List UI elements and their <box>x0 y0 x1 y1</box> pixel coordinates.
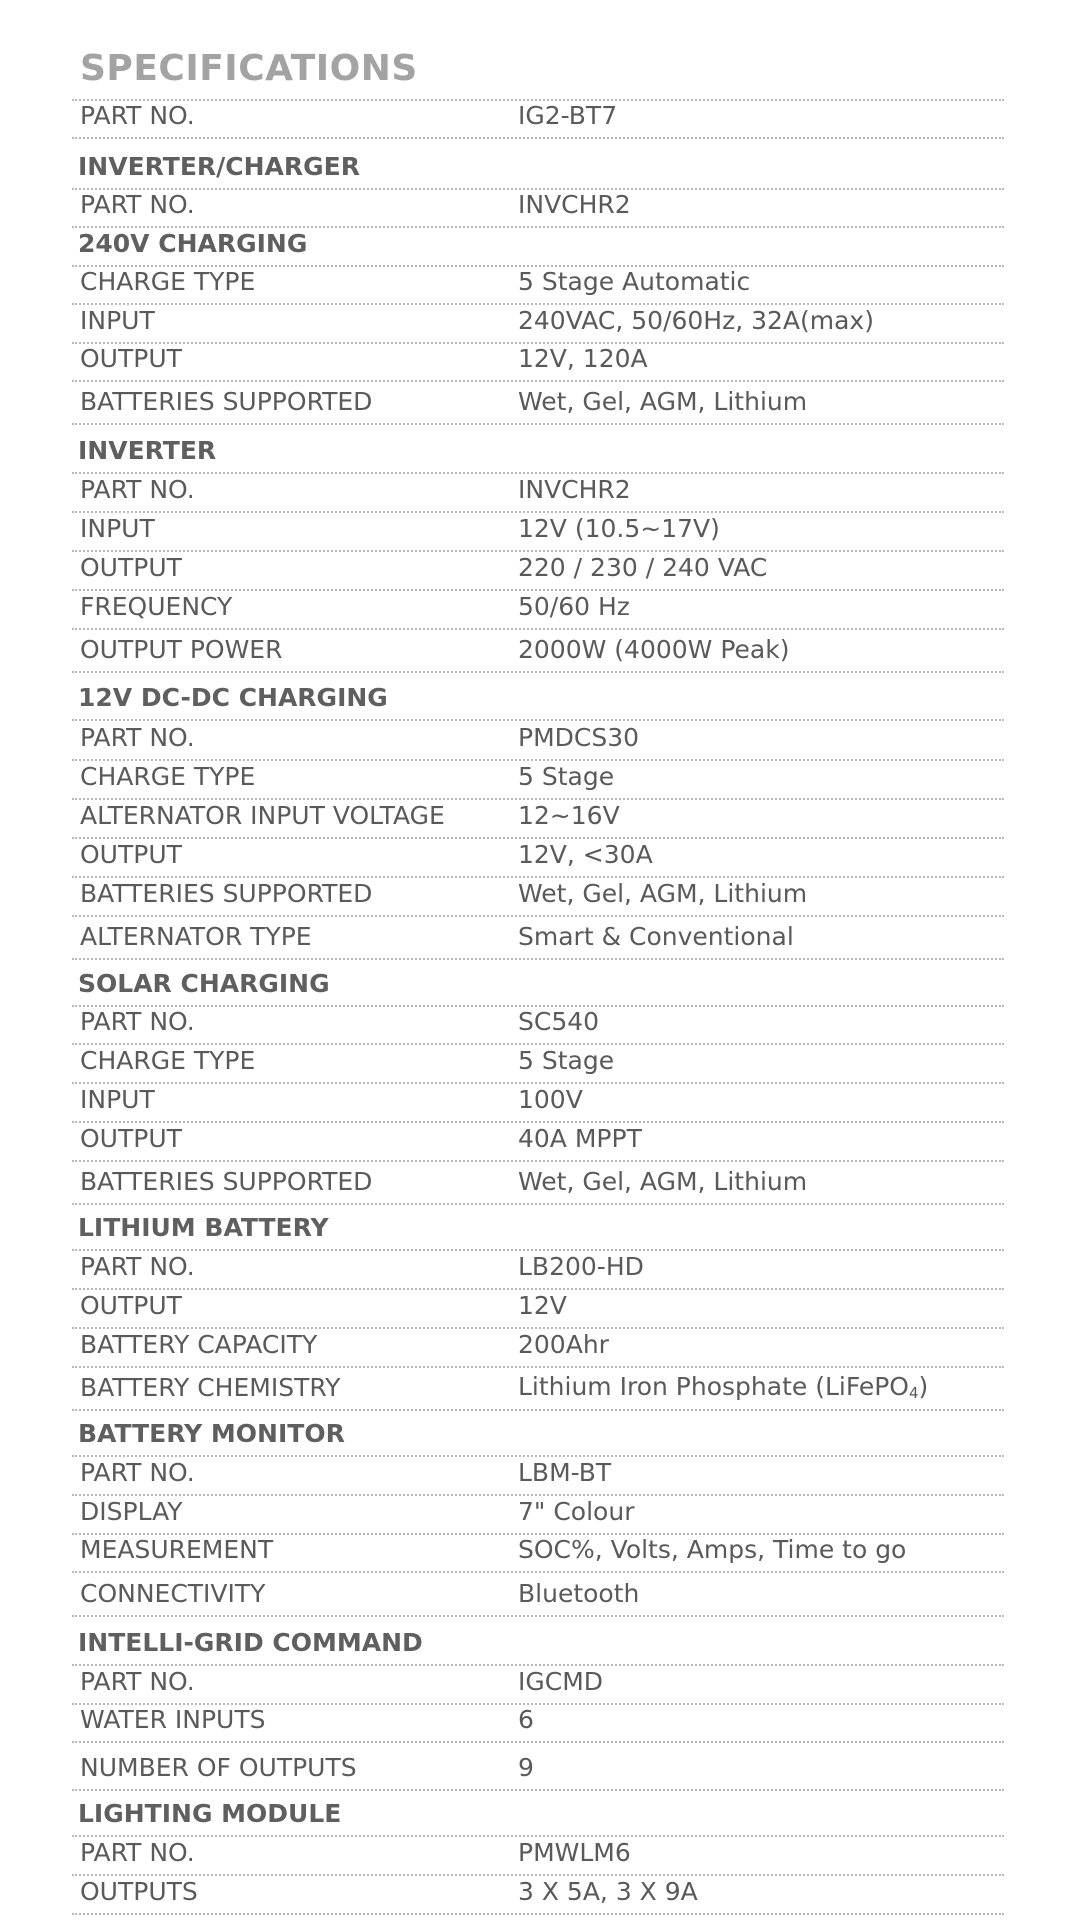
spec-row <box>72 1704 1004 1743</box>
spec-value <box>518 475 631 504</box>
spec-row <box>72 1534 1004 1573</box>
spec-label: ALTERNATOR INPUT VOLTAGE <box>80 801 445 830</box>
section-heading-label: LIGHTING MODULE <box>78 1799 342 1828</box>
spec-row <box>72 1836 1004 1876</box>
spec-value <box>518 1252 644 1281</box>
spec-row <box>72 473 1004 513</box>
spec-value <box>518 801 620 830</box>
spec-label: OUTPUT <box>80 344 182 373</box>
spec-value-text: 12V, <30A <box>518 840 653 869</box>
spec-value <box>518 1877 698 1906</box>
spec-value <box>518 1291 567 1320</box>
spec-value <box>518 1838 631 1867</box>
spec-value <box>518 879 807 908</box>
spec-label: PART NO. <box>80 1007 195 1036</box>
spec-label: PART NO. <box>80 101 195 130</box>
spec-label: INPUT <box>80 514 155 543</box>
spec-label: OUTPUT <box>80 840 182 869</box>
spec-label: OUTPUT <box>80 1291 182 1320</box>
spec-value-text: Lithium Iron Phosphate (LiFePO <box>518 1372 909 1401</box>
spec-value <box>518 1124 642 1153</box>
spec-value-text: 7" Colour <box>518 1497 635 1526</box>
spec-value <box>518 514 720 543</box>
spec-row <box>72 1665 1004 1705</box>
spec-row <box>72 1006 1004 1045</box>
spec-label: BATTERIES SUPPORTED <box>80 387 373 416</box>
section-heading <box>72 959 1004 1007</box>
spec-row <box>72 1367 1004 1411</box>
spec-label: OUTPUT <box>80 1124 182 1153</box>
spec-value-text: 50/60 Hz <box>518 592 630 621</box>
spec-row <box>72 512 1004 552</box>
spec-row <box>72 1161 1004 1205</box>
spec-label: PART NO. <box>80 1838 195 1867</box>
spec-row <box>72 1289 1004 1329</box>
section-heading <box>72 1790 1004 1837</box>
spec-row <box>72 1250 1004 1290</box>
spec-value-text: SC540 <box>518 1007 600 1036</box>
spec-row <box>72 799 1004 839</box>
spec-value <box>518 922 794 951</box>
section-heading <box>72 1616 1004 1666</box>
spec-value <box>518 1330 609 1359</box>
spec-row <box>72 590 1004 630</box>
spec-value-text: SOC%, Volts, Amps, Time to go <box>518 1535 907 1564</box>
spec-row <box>72 551 1004 591</box>
spec-label: PART NO. <box>80 1667 195 1696</box>
spec-value-text: 200Ahr <box>518 1330 609 1359</box>
spec-label: BATTERIES SUPPORTED <box>80 1167 373 1196</box>
spec-label: BATTERIES SUPPORTED <box>80 879 373 908</box>
spec-label: INPUT <box>80 1085 155 1114</box>
spec-label: INPUT <box>80 306 155 335</box>
spec-row <box>72 1456 1004 1496</box>
section-heading-label: 12V DC-DC CHARGING <box>78 683 388 712</box>
spec-row <box>72 1083 1004 1123</box>
spec-value <box>518 1372 928 1402</box>
spec-label: PART NO. <box>80 1458 195 1487</box>
section-heading-label: SOLAR CHARGING <box>78 969 330 998</box>
spec-value <box>518 1579 639 1608</box>
spec-value <box>518 592 630 621</box>
spec-label: MEASUREMENT <box>80 1535 274 1564</box>
section-heading-label: INVERTER <box>78 436 217 465</box>
spec-value <box>518 635 789 664</box>
spec-label: BATTERY CHEMISTRY <box>80 1373 341 1402</box>
spec-value-text: Bluetooth <box>518 1579 640 1608</box>
spec-value <box>518 306 874 335</box>
spec-value-text: 6 <box>518 1705 534 1734</box>
spec-row <box>72 838 1004 878</box>
spec-value <box>518 101 617 130</box>
spec-value-text: 2000W (4000W Peak) <box>518 635 790 664</box>
spec-value <box>518 190 631 219</box>
spec-row <box>72 760 1004 800</box>
spec-value <box>518 387 807 416</box>
section-heading-label: BATTERY MONITOR <box>78 1419 345 1448</box>
spec-value-suffix: ) <box>918 1372 929 1401</box>
section-heading-label: INVERTER/CHARGER <box>78 152 361 181</box>
section-heading <box>72 138 1004 190</box>
section-heading <box>72 1204 1004 1251</box>
spec-label: PART NO. <box>80 190 195 219</box>
spec-row <box>72 1875 1004 1915</box>
section-heading <box>72 227 1004 267</box>
spec-label: PART NO. <box>80 475 195 504</box>
spec-row <box>72 1328 1004 1368</box>
spec-value-text: 12V <box>518 1291 567 1320</box>
spec-value-text: LBM-BT <box>518 1458 612 1487</box>
section-heading <box>72 672 1004 721</box>
spec-value-text: 100V <box>518 1085 583 1114</box>
spec-value <box>518 1535 906 1564</box>
spec-value-text: Wet, Gel, AGM, Lithium <box>518 879 808 908</box>
section-heading <box>72 1410 1004 1457</box>
spec-row <box>72 189 1004 228</box>
spec-value <box>518 344 648 373</box>
spec-row <box>72 304 1004 344</box>
spec-row <box>72 1742 1004 1791</box>
spec-value <box>518 1497 634 1526</box>
spec-value-text: 240VAC, 50/60Hz, 32A(max) <box>518 306 874 335</box>
spec-value-text: INVCHR2 <box>518 475 631 504</box>
spec-value <box>518 1007 599 1036</box>
spec-row <box>72 720 1004 761</box>
spec-value <box>518 1046 614 1075</box>
spec-value-text: INVCHR2 <box>518 190 631 219</box>
spec-value-text: 12V (10.5~17V) <box>518 514 720 543</box>
spec-value-text: PMDCS30 <box>518 723 640 752</box>
spec-value-text: 5 Stage Automatic <box>518 267 751 296</box>
spec-value <box>518 1753 534 1782</box>
spec-row <box>72 1122 1004 1162</box>
page-title: SPECIFICATIONS <box>80 48 418 89</box>
spec-value <box>518 1705 534 1734</box>
section-heading-label: LITHIUM BATTERY <box>78 1213 329 1242</box>
spec-value-text: 5 Stage <box>518 1046 615 1075</box>
spec-value-text: 40A MPPT <box>518 1124 642 1153</box>
section-heading-label: 240V CHARGING <box>78 229 308 258</box>
spec-label: CHARGE TYPE <box>80 762 256 791</box>
spec-value-text: Wet, Gel, AGM, Lithium <box>518 1167 808 1196</box>
spec-row <box>72 381 1004 425</box>
spec-value-text: 9 <box>518 1753 534 1782</box>
spec-value <box>518 723 639 752</box>
spec-label: OUTPUT <box>80 553 182 582</box>
spec-value-text: 5 Stage <box>518 762 615 791</box>
spec-row <box>72 877 1004 917</box>
spec-row <box>72 266 1004 305</box>
spec-label: CHARGE TYPE <box>80 267 256 296</box>
spec-value-subscript: 4 <box>908 1384 919 1402</box>
spec-value <box>518 1458 611 1487</box>
spec-label: BATTERY CAPACITY <box>80 1330 318 1359</box>
spec-row <box>72 343 1004 382</box>
spec-label: OUTPUT POWER <box>80 635 283 664</box>
spec-value-text: 220 / 230 / 240 VAC <box>518 553 768 582</box>
spec-value-text: 12V, 120A <box>518 344 648 373</box>
spec-value <box>518 1085 583 1114</box>
spec-label: ALTERNATOR TYPE <box>80 922 312 951</box>
spec-value-text: 12~16V <box>518 801 620 830</box>
spec-row <box>72 629 1004 673</box>
spec-value <box>518 1667 603 1696</box>
spec-label: OUTPUTS <box>80 1877 198 1906</box>
spec-row <box>72 1572 1004 1617</box>
spec-value-text: LB200-HD <box>518 1252 644 1281</box>
spec-value-text: IGCMD <box>518 1667 604 1696</box>
section-heading-label: INTELLI-GRID COMMAND <box>78 1628 423 1657</box>
spec-label: WATER INPUTS <box>80 1705 266 1734</box>
spec-label: PART NO. <box>80 723 195 752</box>
spec-value <box>518 267 750 296</box>
spec-value-text: 3 X 5A, 3 X 9A <box>518 1877 698 1906</box>
spec-label: CONNECTIVITY <box>80 1579 266 1608</box>
spec-label: CHARGE TYPE <box>80 1046 256 1075</box>
section-heading <box>72 424 1004 474</box>
spec-label: FREQUENCY <box>80 592 233 621</box>
spec-value <box>518 762 614 791</box>
spec-value <box>518 840 653 869</box>
spec-value <box>518 1167 807 1196</box>
spec-label: NUMBER OF OUTPUTS <box>80 1753 357 1782</box>
spec-label: PART NO. <box>80 1252 195 1281</box>
spec-row <box>72 916 1004 960</box>
spec-value <box>518 553 767 582</box>
spec-label: DISPLAY <box>80 1497 183 1526</box>
spec-row <box>72 1495 1004 1535</box>
spec-value-text: IG2-BT7 <box>518 101 618 130</box>
spec-value-text: PMWLM6 <box>518 1838 631 1867</box>
spec-row <box>72 100 1004 139</box>
spec-value-text: Smart & Conventional <box>518 922 794 951</box>
spec-row <box>72 1044 1004 1084</box>
spec-value-text: Wet, Gel, AGM, Lithium <box>518 387 808 416</box>
